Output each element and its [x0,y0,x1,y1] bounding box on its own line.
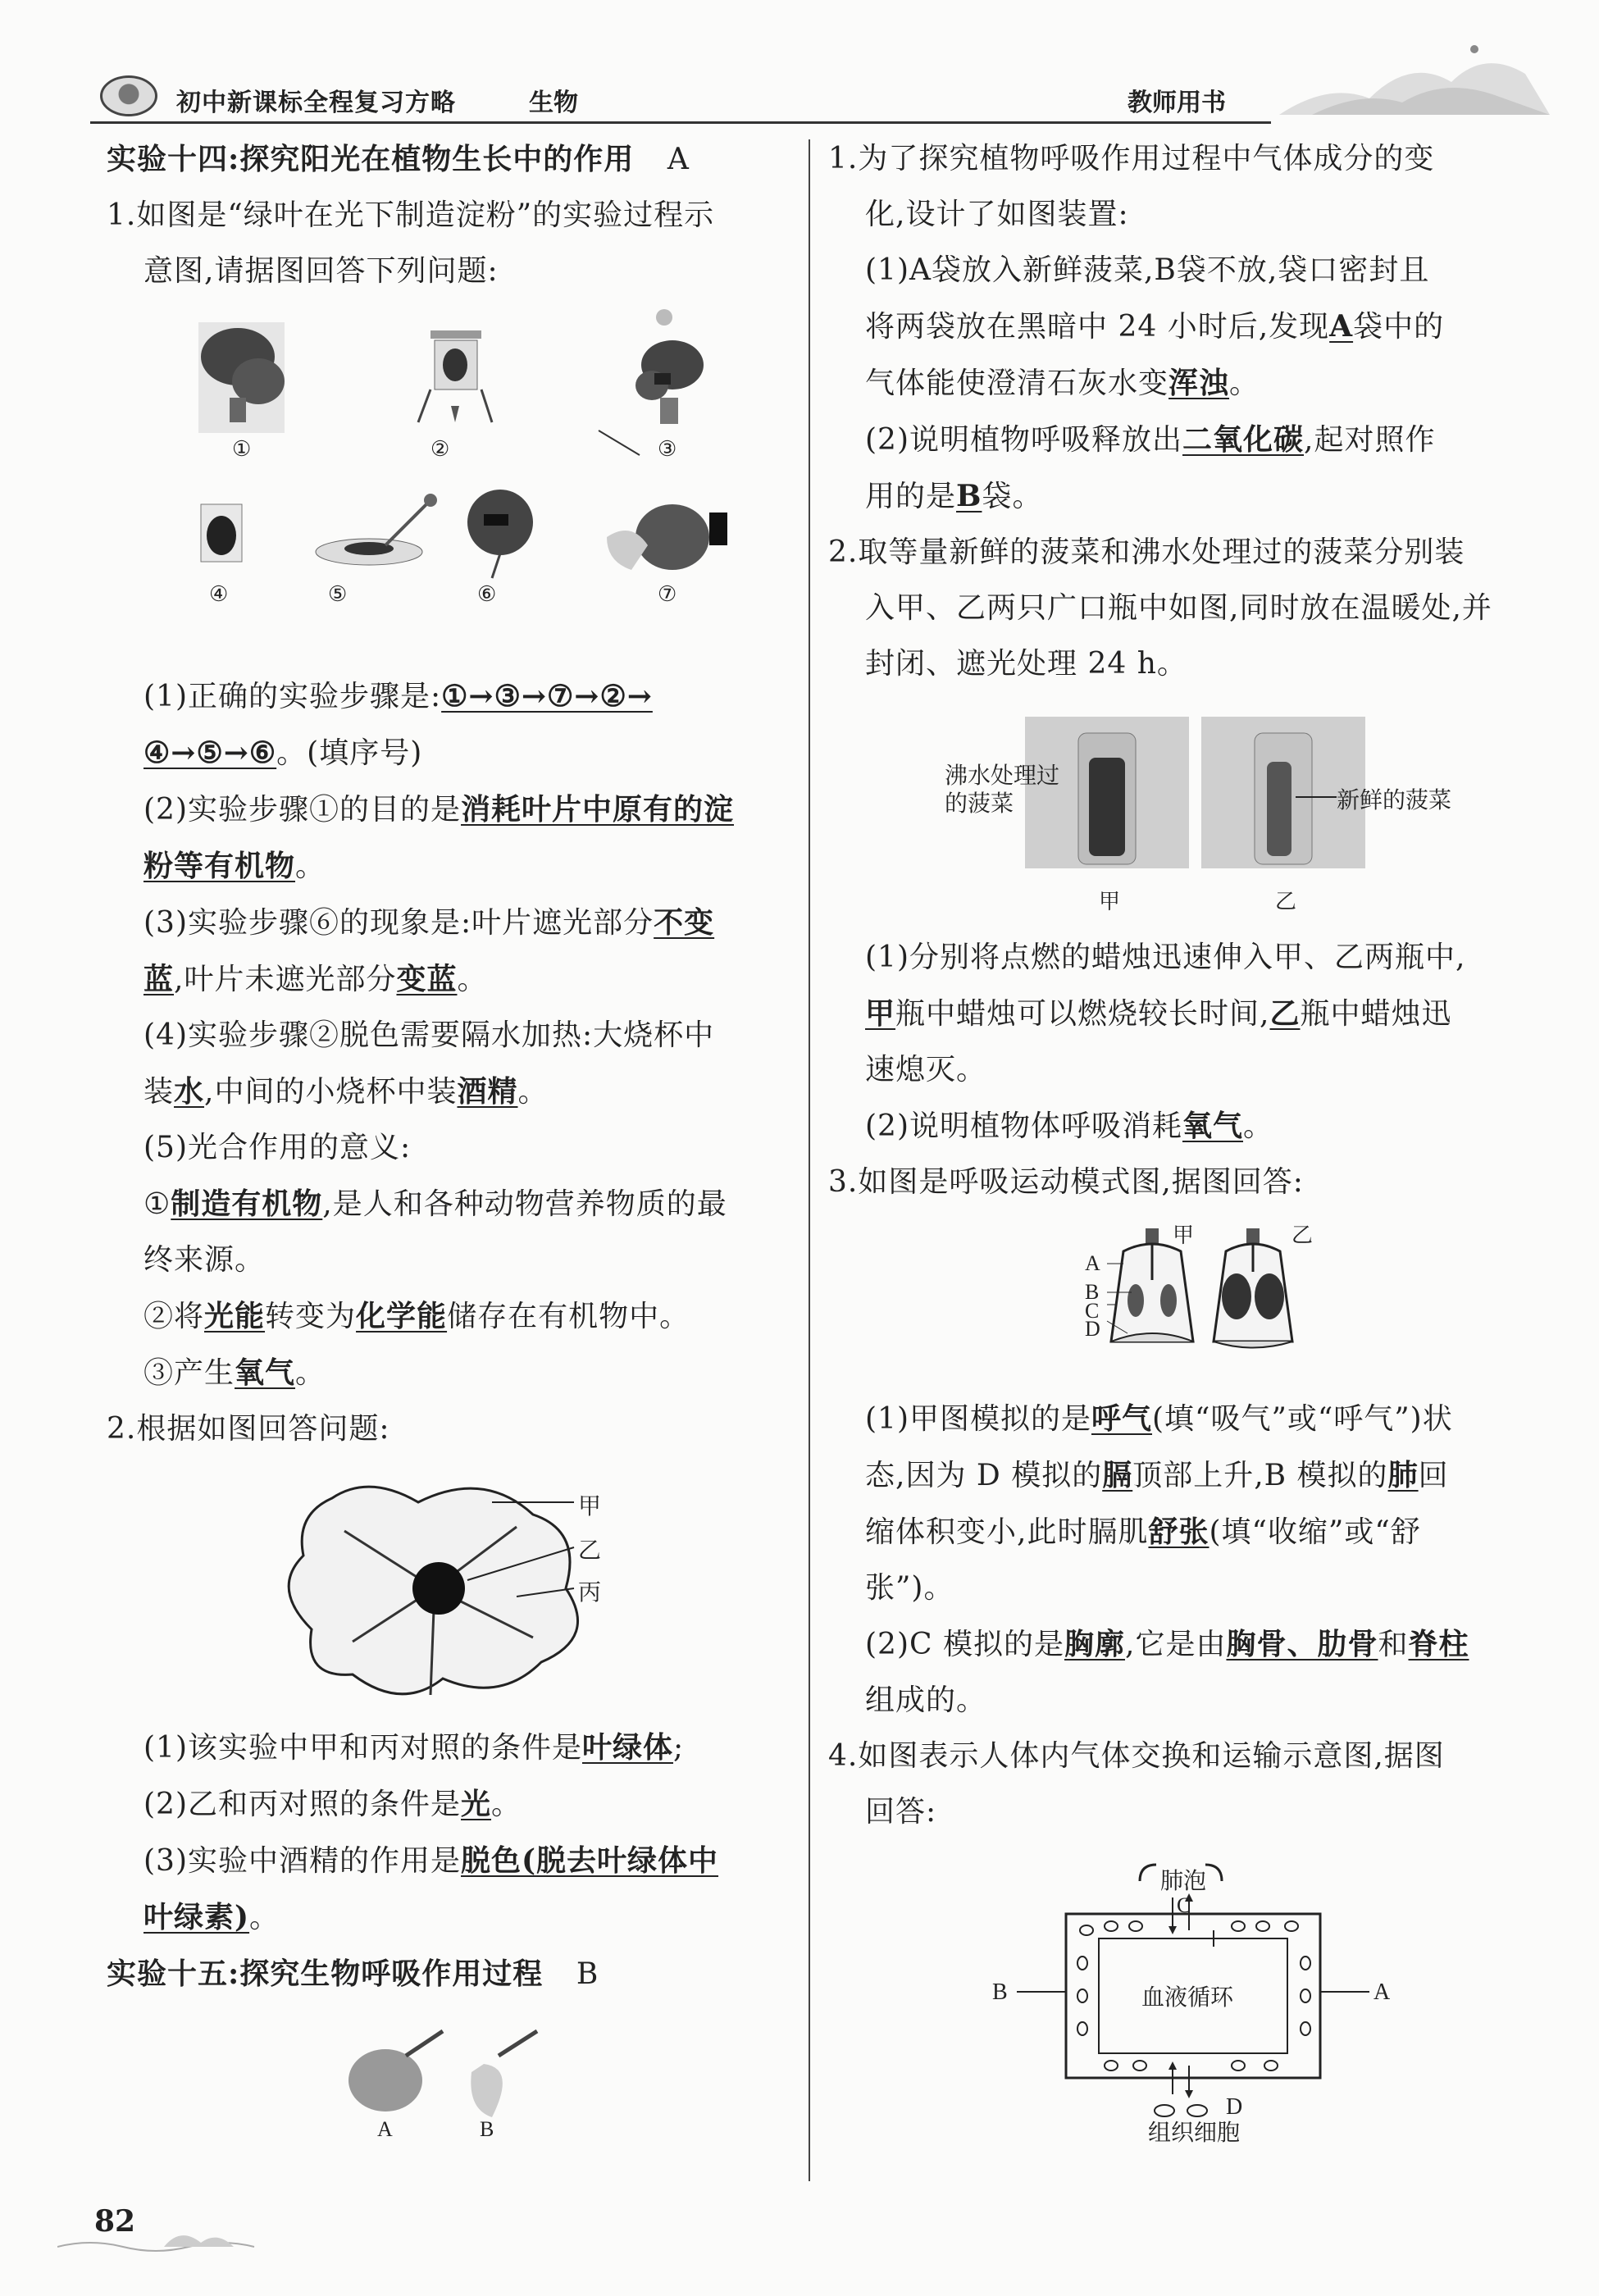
q1-5-1-cont-text: 终来源。 [144,1243,266,1277]
r3-2 [828,1616,1525,1673]
q1-2-prefix: (2)实验步骤①的目的是 [144,793,461,827]
q1-5-1-cont [107,1232,791,1288]
r2-1 [828,930,1525,986]
r3-1-answer-2: 膈 [1102,1458,1133,1492]
page-header [0,0,1599,131]
q1-5-line: (5)光合作用的意义: [144,1131,412,1164]
r3-intro [828,1155,1525,1210]
q1-5-2-mid: 转变为 [265,1300,357,1333]
leaf-illustration [107,1465,791,1711]
r2-2-post: 。 [1243,1109,1274,1143]
fig1-label-2: ② [430,437,450,461]
q1-2-answer-b: 粉等有机物 [144,849,296,883]
r2-1-line1: (1)分别将点燃的蜡烛迅速伸入甲、乙两瓶中, [865,941,1466,974]
figure-leaf [107,1465,791,1711]
r1-1-line1: (1)A袋放入新鲜菠菜,B袋不放,袋口密封且 [865,253,1430,287]
q1-4-b3: 。 [517,1075,549,1109]
q1-5-1 [107,1176,791,1232]
q1-5-3-answer: 氧气 [235,1355,296,1390]
fig1-label-1: ① [232,437,252,461]
q1-3-suffix: 。 [457,963,488,996]
q2-2 [107,1776,791,1833]
q2-2-pre: (2)乙和丙对照的条件是 [144,1788,461,1821]
fig5-label-a: A [1085,1251,1100,1275]
r2-1-answer-2: 乙 [1269,996,1301,1031]
r1-2-answer-2: B [956,479,982,513]
r1-1-b1: 将两袋放在黑暗中 24 小时后,发现 [865,310,1330,344]
q1-4-answer-1: 水 [174,1074,205,1109]
figure-jars [828,700,1525,922]
q1-5-2-answer-2: 化学能 [356,1299,448,1333]
r1-intro [828,131,1525,187]
q1-5-3-post: 。 [295,1356,326,1390]
r3-1-mid: (填“吸气”或“呼气”)状 [1152,1402,1453,1436]
r3-1-answer-1: 呼气 [1091,1401,1153,1436]
q1-5-1-pre: ① [144,1187,171,1221]
q1-5-2-post: 储存在有机物中。 [447,1300,690,1333]
r1-1-c [828,355,1525,412]
header-rule [90,121,1271,124]
q1-3-answer-b: 蓝 [144,962,175,996]
q1-5-3 [107,1345,791,1401]
fig2-label-bing: 丙 [578,1580,602,1606]
r3-2-answer-2: 胸骨、肋骨 [1226,1627,1378,1661]
mountain-decoration-icon [1279,33,1550,123]
exp14-heading [107,131,791,188]
exp15-heading [107,1946,791,2002]
r3-1-b1: 态,因为 D 模拟的 [865,1459,1103,1492]
r3-1-c2: (填“收缩”或“舒 [1209,1515,1421,1549]
starch-steps-illustration [107,308,791,660]
q1-intro [107,188,791,244]
fig5-label-yi: 乙 [1292,1223,1314,1247]
fig1-label-5: ⑤ [328,582,348,606]
fig5-label-jia: 甲 [1173,1223,1195,1247]
r3-2-cont [828,1673,1525,1729]
r2-1-b: 瓶中蜡烛可以燃烧较长时间, [895,997,1270,1031]
q1-5-3-pre: ③产生 [144,1356,235,1390]
r3-2-answer-3: 脊柱 [1408,1627,1469,1661]
figure-gas-exchange [828,1848,1525,2146]
r1-2-answer: 二氧化碳 [1182,422,1305,457]
q1-5-1-post: ,是人和各种动物营养物质的最 [322,1187,727,1221]
r3-2-cont-text: 组成的。 [865,1683,987,1717]
q1-1-answer-a: ①→③→⑦→②→ [441,679,653,713]
q2-3-cont [107,1889,791,1946]
fig6-circulation-label: 血液循环 [1141,1985,1234,2011]
r1-line1: 1.为了探究植物呼吸作用过程中气体成分的变 [828,142,1435,175]
r3-1-answer-3: 肺 [1387,1458,1419,1492]
r1-2-b1: 用的是 [865,480,957,513]
r1-2-post: ,起对照作 [1304,423,1436,457]
publisher-logo-icon [100,75,157,116]
r1-2-b2: 袋。 [982,480,1043,513]
fig4-caption-yi: 乙 [1275,890,1297,913]
q1-1-suffix: 。(填序号) [276,736,423,770]
exp14-level: A [667,143,690,176]
r3-2-and: 和 [1378,1628,1409,1661]
q1-4-line1: (4)实验步骤②脱色需要隔水加热:大烧杯中 [144,1018,715,1052]
fig4-caption-jia: 甲 [1099,890,1121,913]
r3-1-b3: 回 [1418,1459,1449,1492]
r2-line2: 入甲、乙两只广口瓶中如图,同时放在温暖处,并 [865,591,1492,625]
q1-intro-cont [107,244,791,299]
r3-2-mid: ,它是由 [1125,1628,1227,1661]
r2-2-answer: 氧气 [1182,1109,1244,1143]
fig4-left-label [945,762,1059,818]
q2-3-answer-a: 脱色(脱去叶绿体中 [461,1843,719,1878]
q1-3-cont [107,951,791,1008]
fig1-label-6: ⑥ [477,582,497,606]
q2-intro-text: 2.根据如图回答问题: [107,1412,390,1446]
q1-4-b1: 装 [144,1075,175,1109]
fig3-label-b: B [480,2117,494,2141]
figure-breathing-model [828,1219,1525,1383]
q1-5-2 [107,1288,791,1345]
r1-1-answer-1: A [1329,309,1354,344]
q2-1-post: ; [673,1731,685,1765]
q1-4-b2: ,中间的小烧杯中装 [204,1075,458,1109]
r1-2-cont [828,468,1525,525]
r3-1-d-text: 张”)。 [865,1571,954,1605]
q2-2-post: 。 [491,1788,522,1821]
q1-3-prefix: (3)实验步骤⑥的现象是:叶片遮光部分 [144,906,654,940]
r1-line2: 化,设计了如图装置: [865,198,1129,231]
r3-1-pre: (1)甲图模拟的是 [865,1402,1091,1436]
exp15-title: 实验十五:探究生物呼吸作用过程 [107,1957,544,1991]
exp15-level: B [576,1957,599,1991]
r1-1-b [828,298,1525,355]
q2-2-answer: 光 [461,1787,492,1821]
fig5-label-b: B [1085,1280,1100,1304]
fig6-alveoli-label: 肺泡 [1160,1869,1207,1894]
fig1-label-3: ③ [658,437,677,461]
fig5-label-d: D [1085,1317,1100,1341]
fig1-label-4: ④ [209,582,229,606]
r3-2-pre: (2)C 模拟的是 [865,1628,1064,1661]
r2-intro [828,525,1525,581]
r2-1-b [828,986,1525,1042]
r3-intro-text: 3.如图是呼吸运动模式图,据图回答: [828,1165,1304,1199]
q2-intro [107,1401,791,1457]
q1-4-answer-2: 酒精 [457,1074,518,1109]
r1-1-b2: 袋中的 [1353,310,1445,344]
fig3-label-a: A [377,2117,393,2141]
q1-1 [107,668,791,725]
r2-intro-c [828,636,1525,692]
fig6-label-d: D [1226,2094,1243,2120]
r2-2 [828,1098,1525,1155]
book-title: 初中新课标全程复习方略 [176,89,456,117]
r2-1-c: 瓶中蜡烛迅 [1300,997,1452,1031]
right-column [828,131,1525,2152]
q1-intro-line2: 意图,请据图回答下列问题: [144,254,499,288]
q1-1-answer-b: ④→⑤→⑥ [144,736,277,770]
q1-2 [107,781,791,838]
fig6-label-b: B [992,1979,1008,2005]
fig4-right-label: 新鲜的菠菜 [1337,786,1452,813]
fig4-left-label-a: 沸水处理过 [945,762,1060,789]
q1-2-suffix: 。 [295,850,326,883]
r3-1-d [828,1560,1525,1616]
r3-1 [828,1391,1525,1447]
r3-1-c [828,1504,1525,1560]
page-number: 82 [94,2204,136,2239]
r2-intro-b [828,581,1525,636]
q1-3 [107,895,791,951]
r1-1-c2: 。 [1229,367,1260,400]
figure-starch-steps [107,308,791,660]
r1-2-pre: (2)说明植物呼吸释放出 [865,423,1182,457]
q1-3-answer-c: 变蓝 [396,962,458,996]
r2-line1: 2.取等量新鲜的菠菜和沸水处理过的菠菜分别装 [828,535,1465,569]
subject-label: 生物 [529,89,578,117]
r4-line2: 回答: [865,1795,937,1829]
q2-3-pre: (3)实验中酒精的作用是 [144,1844,461,1878]
exp14-title: 实验十四:探究阳光在植物生长中的作用 [107,142,635,176]
q1-5 [107,1120,791,1176]
q2-3 [107,1833,791,1889]
r3-1-b2: 顶部上升,B 模拟的 [1132,1459,1388,1492]
q1-4-cont [107,1064,791,1120]
r1-2 [828,412,1525,468]
r2-1-d [828,1042,1525,1098]
q1-5-1-answer: 制造有机物 [171,1187,323,1221]
r4-line1: 4.如图表示人体内气体交换和运输示意图,据图 [828,1739,1445,1773]
r4-intro-cont [828,1784,1525,1840]
fig5-label-c: C [1085,1299,1100,1323]
fig2-label-yi: 乙 [578,1538,602,1564]
q2-1 [107,1720,791,1776]
left-column [107,131,791,2158]
q1-1-cont [107,725,791,781]
r3-1-b [828,1447,1525,1504]
r1-1 [828,243,1525,298]
r3-1-answer-4: 舒张 [1148,1515,1210,1549]
fig6-label-a: A [1374,1979,1391,2005]
r2-1-d-text: 速熄灭。 [865,1053,987,1086]
r4-intro [828,1729,1525,1784]
q2-1-answer: 叶绿体 [582,1730,674,1765]
column-divider [809,139,810,2181]
q1-1-prefix: (1)正确的实验步骤是: [144,680,442,713]
r2-2-pre: (2)说明植物体呼吸消耗 [865,1109,1182,1143]
q2-3-answer-b: 叶绿素) [144,1900,250,1934]
fig6-tissue-label: 组织细胞 [1148,2121,1241,2146]
r2-1-answer-1: 甲 [865,996,896,1031]
q2-1-pre: (1)该实验中甲和丙对照的条件是 [144,1731,582,1765]
fig2-label-jia: 甲 [578,1494,602,1519]
teacher-edition-label: 教师用书 [1128,89,1226,117]
q1-2-answer-a: 消耗叶片中原有的淀 [461,792,735,827]
r1-1-c1: 气体能使澄清石灰水变 [865,367,1169,400]
q1-4 [107,1008,791,1064]
q1-2-cont [107,838,791,895]
r3-1-c1: 缩体积变小,此时膈肌 [865,1515,1149,1549]
r1-intro-cont [828,187,1525,243]
r3-2-answer-1: 胸廓 [1064,1627,1125,1661]
figure-bags [107,2011,791,2150]
bags-illustration [107,2011,791,2150]
q1-intro-line1: 1.如图是“绿叶在光下制造淀粉”的实验过程示 [107,198,715,232]
fig4-left-label-b: 的菠菜 [945,790,1014,817]
r2-line3: 封闭、遮光处理 24 h。 [865,647,1187,681]
footer-wave-decoration-icon [57,2214,271,2263]
fig6-label-c: C [1177,1893,1191,1917]
q1-3-mid: ,叶片未遮光部分 [174,963,397,996]
q1-5-2-pre: ②将 [144,1300,205,1333]
q2-3-post: 。 [249,1901,280,1934]
q1-3-answer-a: 不变 [654,905,715,940]
fig1-label-7: ⑦ [658,582,677,606]
q1-5-2-answer-1: 光能 [204,1299,266,1333]
r1-1-answer-2: 浑浊 [1168,366,1230,400]
